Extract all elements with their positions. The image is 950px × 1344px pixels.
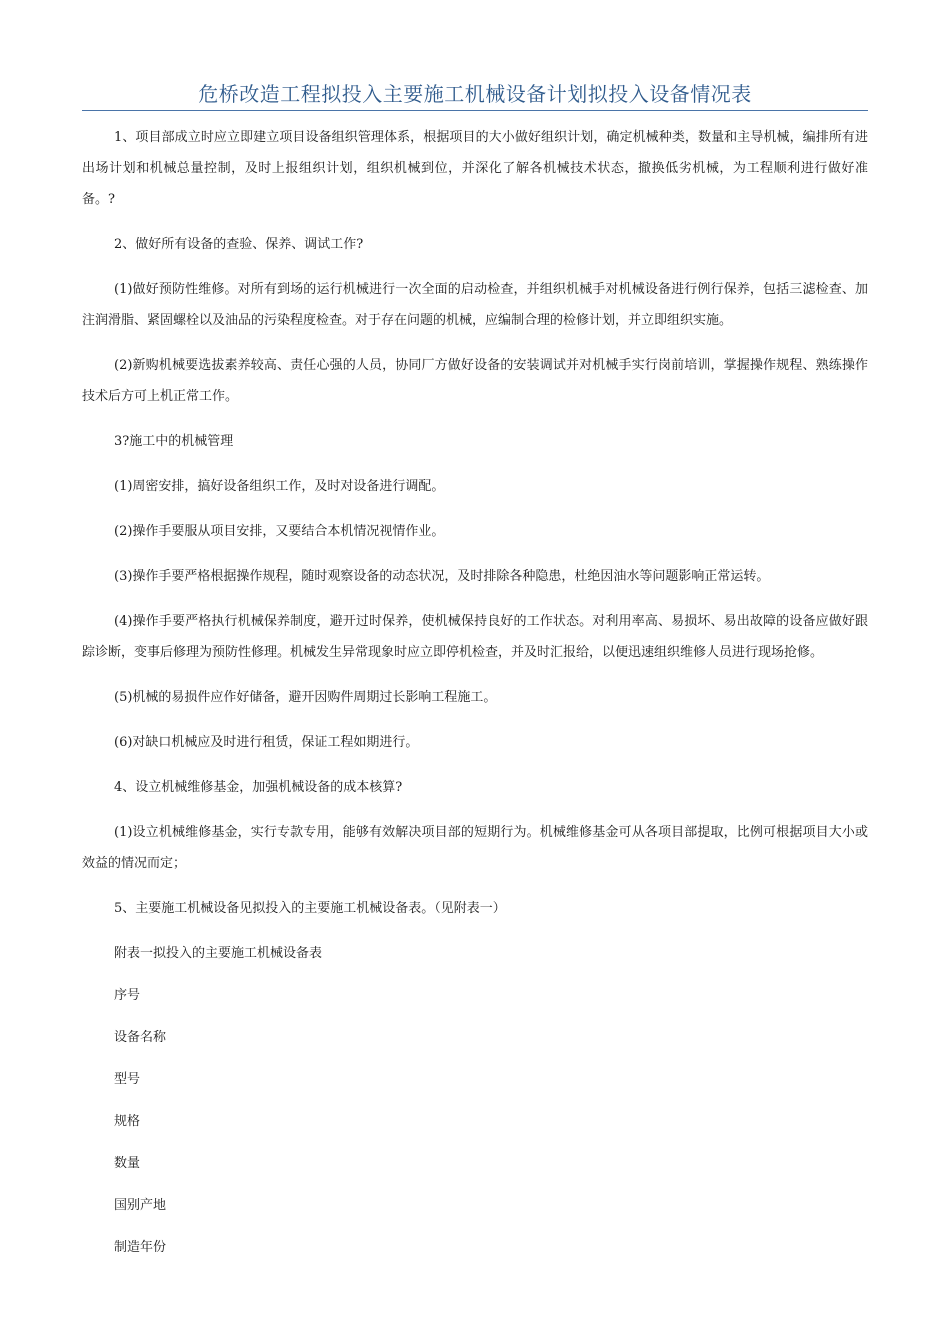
- paragraph-new-machinery: (2)新购机械要选拔素养较高、责任心强的人员，协同厂方做好设备的安装调试并对机械手实行岗前培训，掌握操作规程、熟练操作技术后方可上机正常工作。: [82, 358, 868, 404]
- paragraph-inspection-heading: 2、做好所有设备的查验、保养、调试工作?: [114, 237, 364, 252]
- title-underline: [82, 110, 868, 111]
- document-body: [82, 122, 868, 1274]
- paragraph-leasing: (6)对缺口机械应及时进行租赁，保证工程如期进行。: [114, 735, 419, 750]
- table-header-spec: 规格: [114, 1114, 141, 1129]
- table-header-model: 型号: [114, 1072, 141, 1087]
- table-header-serial: 序号: [114, 988, 141, 1003]
- paragraph-arrangement: (1)周密安排，搞好设备组织工作，及时对设备进行调配。: [114, 479, 445, 494]
- paragraph-operating-rules: (3)操作手要严格根据操作规程，随时观察设备的动态状况，及时排除各种隐患，杜绝因油水等问题影响正常运转。: [114, 569, 770, 584]
- paragraph-preventive-maintenance: (1)做好预防性维修。对所有到场的运行机械进行一次全面的启动检查，并组织机械手对机械设备进行例行保养，包括三滤检查、加注润滑脂、紧固螺栓以及油品的污染程度检查。对于存在问题的机械，应编制合理的检修计划，并立即组织实施。: [82, 282, 868, 328]
- table-header-equipment-name: 设备名称: [114, 1030, 167, 1045]
- paragraph-operator-obey: (2)操作手要服从项目安排，又要结合本机情况视情作业。: [114, 524, 445, 539]
- document-title: 危桥改造工程拟投入主要施工机械设备计划拟投入设备情况表: [198, 82, 752, 106]
- appendix-table-title: 附表一拟投入的主要施工机械设备表: [114, 946, 323, 961]
- paragraph-equipment-table-ref: 5、主要施工机械设备见拟投入的主要施工机械设备表。（见附表一）: [114, 901, 506, 916]
- paragraph-maintenance-system: (4)操作手要严格执行机械保养制度，避开过时保养，使机械保持良好的工作状态。对利用率高、易损坏、易出故障的设备应做好跟踪诊断，变事后修理为预防性修理。机械发生异常现象时应立即停机检查，并及时汇报给，以便迅速组织维修人员进行现场抢修。: [82, 614, 868, 660]
- paragraph-setup-organization: 1、项目部成立时应立即建立项目设备组织管理体系，根据项目的大小做好组织计划，确定机械种类，数量和主导机械，编排所有进出场计划和机械总量控制，及时上报组织计划，组织机械到位，并深化了解各机械技术状态，撤换低劣机械，为工程顺利进行做好准备。?: [82, 130, 868, 207]
- paragraph-construction-management-heading: 3?施工中的机械管理: [114, 434, 234, 449]
- table-header-origin: 国别产地: [114, 1198, 167, 1213]
- table-header-manufacture-year: 制造年份: [114, 1240, 167, 1255]
- paragraph-spare-parts: (5)机械的易损件应作好储备，避开因购件周期过长影响工程施工。: [114, 690, 497, 705]
- table-header-quantity: 数量: [114, 1156, 141, 1171]
- paragraph-maintenance-fund-heading: 4、设立机械维修基金，加强机械设备的成本核算?: [114, 780, 403, 795]
- paragraph-maintenance-fund: (1)设立机械维修基金，实行专款专用，能够有效解决项目部的短期行为。机械维修基金可从各项目部提取，比例可根据项目大小或效益的情况而定；: [82, 825, 868, 871]
